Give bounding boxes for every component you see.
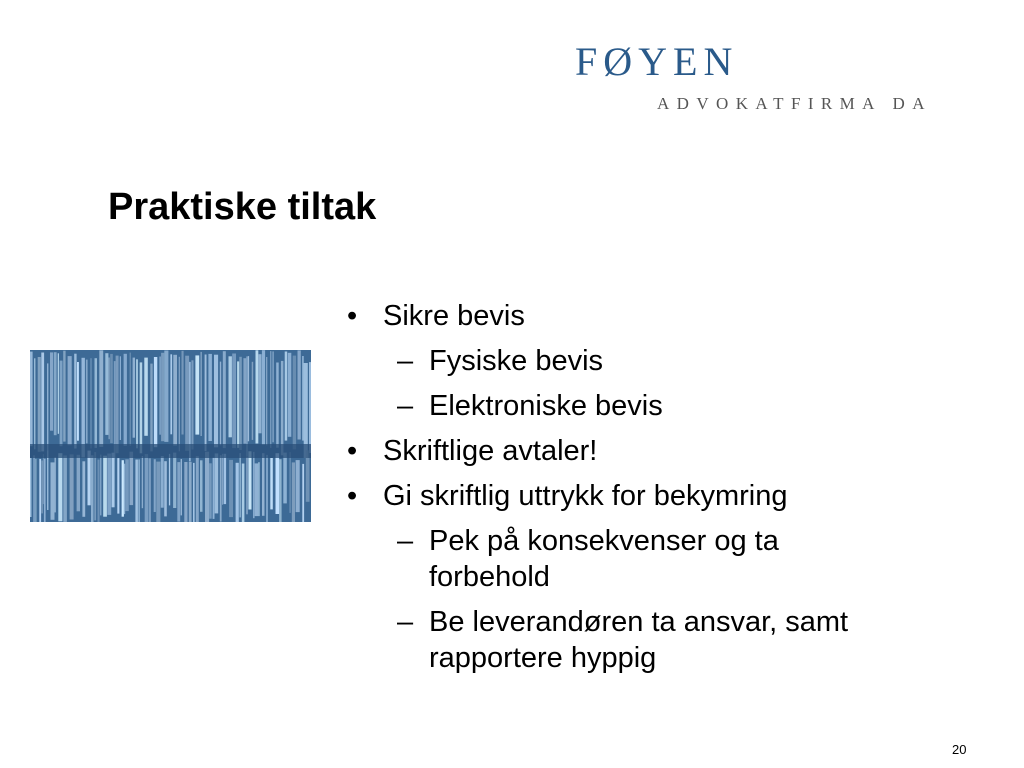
paper-strip	[200, 460, 203, 512]
paper-strip	[95, 358, 98, 448]
paper-strip	[41, 353, 44, 452]
paper-strip	[262, 350, 265, 445]
paper-strip	[140, 362, 143, 453]
paper-strip	[252, 362, 254, 440]
paper-strip	[237, 361, 239, 448]
bullet-item	[342, 478, 962, 514]
bullet-text: Gi skriftlig uttrykk for bekymring	[383, 480, 788, 512]
paper-strip	[223, 351, 226, 448]
paper-strip	[60, 361, 63, 447]
paper-strip	[43, 454, 44, 504]
paper-strip	[117, 458, 119, 513]
paper-strip	[281, 361, 284, 455]
paper-strip	[125, 459, 129, 511]
sub-bullet-item	[342, 388, 962, 424]
company-logo	[575, 38, 995, 118]
paper-strip	[262, 453, 265, 516]
logo-name: FØYEN	[575, 39, 739, 84]
paper-strip	[279, 459, 282, 522]
paper-strip	[201, 352, 202, 436]
paper-strip	[256, 350, 259, 443]
paper-strip	[288, 353, 292, 437]
paper-strip	[91, 455, 94, 522]
paper-strip	[145, 454, 148, 522]
paper-strip	[270, 351, 271, 448]
paper-strip	[133, 358, 135, 438]
paper-strip	[30, 352, 33, 447]
paper-strip	[51, 462, 55, 519]
paper-strip	[88, 451, 91, 506]
paper-strip	[276, 453, 280, 514]
paper-strip	[112, 453, 115, 508]
paper-strip	[160, 357, 161, 435]
paper-strip	[181, 459, 182, 515]
paper-strip	[30, 458, 32, 517]
paper-strip	[243, 358, 246, 444]
paper-strip	[247, 356, 248, 456]
paper-strip	[122, 460, 124, 517]
paper-strip	[94, 452, 96, 520]
paper-strip	[292, 462, 295, 522]
paper-strip	[63, 455, 67, 522]
page-number: 20	[952, 742, 967, 757]
paper-strip	[189, 462, 192, 522]
paper-strip	[82, 358, 85, 458]
paper-strip	[150, 364, 152, 452]
paper-strip	[103, 456, 107, 517]
paper-strip	[246, 457, 248, 515]
paper-strip	[138, 459, 139, 522]
bullet-marker: –	[397, 345, 414, 377]
paper-strip	[220, 362, 221, 446]
bullet-text: Elektroniske bevis	[429, 390, 663, 422]
paper-strip	[105, 353, 108, 435]
paper-strip	[107, 454, 111, 515]
paper-strip	[74, 354, 76, 449]
bullet-text: Sikre bevis	[383, 300, 525, 332]
bullet-marker: •	[347, 480, 358, 512]
paper-strip	[302, 356, 303, 441]
paper-strip	[309, 362, 311, 453]
bullet-marker: –	[397, 606, 414, 638]
paper-strip	[54, 352, 57, 435]
paper-strip	[77, 362, 79, 441]
paper-strip	[229, 356, 232, 437]
paper-strip	[253, 452, 254, 518]
bullet-text: Skriftlige avtaler!	[383, 435, 598, 467]
paper-strip	[276, 363, 279, 448]
paper-strip	[302, 464, 304, 522]
paper-strip	[296, 460, 300, 512]
paper-strip	[116, 356, 119, 454]
paper-strip	[258, 462, 259, 516]
paper-strip	[58, 453, 62, 521]
paper-strip	[82, 461, 85, 517]
bullet-marker: –	[397, 525, 414, 557]
bullet-marker: •	[347, 435, 358, 467]
bullet-marker: –	[397, 390, 414, 422]
slide-title: Praktiske tiltak	[108, 186, 377, 228]
paper-strip	[44, 459, 46, 522]
paper-strip	[195, 355, 199, 434]
paper-strip	[63, 351, 65, 442]
paper-strip	[164, 351, 168, 442]
paper-strip	[177, 462, 180, 521]
paper-strip	[120, 356, 121, 440]
file-archive-image	[30, 350, 311, 522]
paper-strip	[173, 453, 176, 508]
paper-strip	[154, 357, 157, 447]
sub-bullet-item	[342, 523, 889, 595]
paper-strip	[214, 355, 218, 448]
paper-strip	[255, 463, 258, 516]
paper-strip	[124, 354, 127, 446]
paper-strip	[135, 460, 138, 523]
paper-strip	[136, 359, 137, 448]
paper-strip	[196, 456, 199, 522]
paper-strip	[306, 450, 310, 501]
paper-strip	[239, 357, 242, 450]
paper-strip	[41, 461, 42, 514]
paper-strip	[161, 353, 164, 441]
paper-strip	[213, 458, 215, 519]
paper-strip	[248, 451, 251, 509]
paper-strip	[222, 454, 223, 505]
paper-strip	[293, 356, 296, 450]
paper-strip	[248, 356, 249, 441]
paper-strip	[205, 452, 209, 522]
paper-strip	[58, 353, 59, 434]
paper-strip	[109, 358, 110, 440]
paper-strip	[110, 354, 113, 443]
paper-strip	[266, 357, 267, 445]
paper-strip	[236, 463, 239, 522]
paper-strip	[154, 459, 156, 512]
paper-strip	[114, 361, 116, 458]
paper-strip	[39, 459, 41, 522]
paper-strip	[68, 356, 72, 445]
paper-strip	[161, 456, 164, 508]
paper-strip	[215, 453, 219, 513]
paper-strip	[164, 461, 167, 516]
paper-strip	[184, 462, 187, 522]
paper-strip	[99, 350, 103, 447]
bullet-item	[342, 298, 962, 334]
paper-strip	[290, 452, 291, 513]
paper-strip	[205, 355, 207, 452]
paper-strip	[283, 453, 287, 504]
bullet-item	[342, 433, 962, 469]
paper-strip	[270, 458, 273, 509]
paper-strip	[130, 452, 134, 505]
paper-strip	[38, 357, 41, 452]
paper-strip	[50, 352, 53, 430]
paper-strip	[220, 455, 222, 521]
shelf-shadow	[30, 444, 311, 458]
paper-strip	[86, 360, 88, 444]
paper-strip	[232, 354, 236, 449]
paper-strip	[185, 356, 189, 451]
paper-strip	[149, 458, 151, 522]
sub-bullet-item	[342, 343, 962, 379]
bullet-list	[342, 298, 962, 685]
sub-bullet-item	[342, 604, 989, 676]
paper-strip	[55, 457, 56, 512]
bullet-text: Pek på konsekvenser og ta forbehold	[429, 525, 779, 593]
paper-strip	[298, 350, 301, 439]
logo-subtitle: ADVOKATFIRMA DA	[657, 94, 932, 113]
paper-strip	[98, 460, 100, 522]
paper-strip	[130, 353, 131, 446]
paper-strip	[77, 455, 80, 512]
paper-strip	[173, 355, 177, 446]
paper-strip	[224, 454, 227, 504]
paper-strip	[124, 464, 125, 514]
paper-strip	[285, 352, 288, 441]
paper-strip	[35, 459, 36, 522]
bullet-text: Fysiske bevis	[429, 345, 604, 377]
paper-strip	[33, 455, 34, 522]
paper-strip	[229, 460, 233, 517]
paper-strip	[170, 354, 172, 434]
paper-strip	[191, 360, 193, 449]
paper-strip	[100, 455, 101, 516]
bullet-marker: •	[347, 300, 358, 332]
paper-strip	[34, 358, 35, 449]
paper-strip	[179, 357, 180, 452]
paper-strip	[144, 358, 148, 436]
paper-strip	[272, 351, 273, 442]
paper-strip	[209, 463, 212, 518]
bullet-text: Be leverandøren ta ansvar, samt rapportere hyppig	[429, 606, 849, 674]
paper-strip	[259, 354, 262, 433]
paper-strip	[142, 456, 143, 508]
paper-strip	[304, 363, 308, 458]
paper-strip	[240, 453, 241, 517]
paper-strip	[169, 454, 170, 506]
paper-strip	[193, 463, 194, 522]
paper-strip	[242, 464, 245, 523]
paper-strip	[156, 462, 160, 522]
paper-strip	[70, 454, 74, 519]
paper-strip	[47, 450, 48, 510]
paper-strip	[208, 354, 212, 441]
paper-strip	[266, 455, 267, 522]
paper-strip	[91, 358, 92, 448]
paper-strip	[182, 351, 184, 435]
